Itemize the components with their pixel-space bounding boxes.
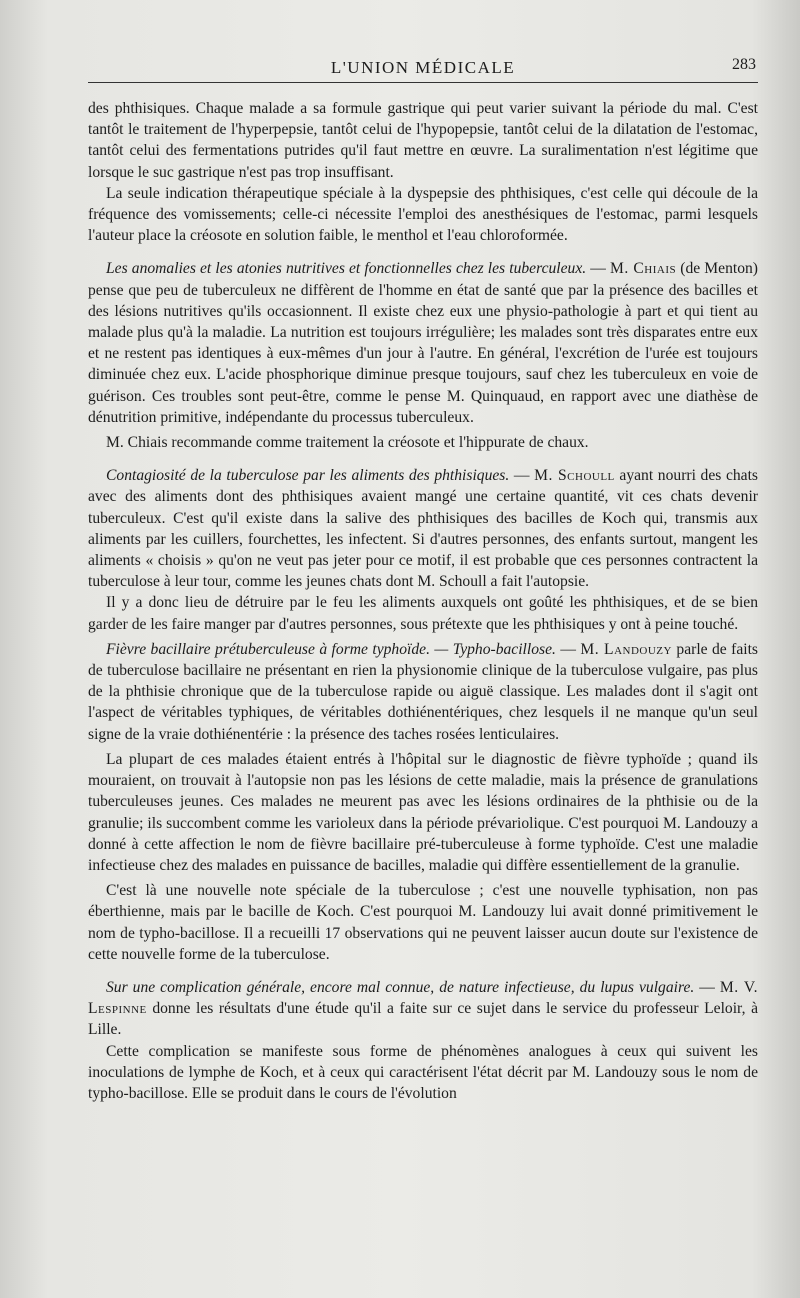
section-author: M. Chiais — [610, 260, 677, 278]
section-text: (de Menton) pense que peu de tuberculeux ne diffèrent de l'homme en état de santé que par la présence des bacilles et des lésions nutritives qu'ils occasionnent. Il existe chez eux une physio-pathologie à part et qui tient au malade plus qu'à la maladie. La nutrition est toujours irrégulière; les malades sont très disparates entre eux et ne restent pas identiques à eux-mêmes d'un jour à l'autre. En général, l'excrétion de l'urée est toujours diminuée chez eux. L'acide phosphorique diminue presque toujours, sauf chez les tuberculeux en voie de guérison. Ces troubles sont peut-être, comme le pense M. Quinquaud, en rapport avec une diathèse de dénutrition primitive, indépendante du processus tuberculeux. — [88, 260, 758, 426]
section-title: Fièvre bacillaire prétuberculeuse à forme typhoïde. — Typho-bacillose. — [106, 640, 556, 658]
section-text: donne les résultats d'une étude qu'il a faite sur ce sujet dans le service du professeur Leloir, à Lille. — [88, 1000, 758, 1039]
section-text: parle de faits de tuberculose bacillaire ne présentant en rien la physionomie clinique de la tuberculose vulgaire, pas plus de la phthisie chronique que de la tuberculose rapide ou aiguë classique. Les malades dont il s'agit ont l'aspect de véritables typhiques, de véritables dothiénentériques, chez lesquels il ne manque qu'un seul signe de la vraie dothiénentérie : la présence des taches rosées lenticulaires. — [88, 640, 758, 743]
paragraph-lespinne-complication: Cette complication se manifeste sous forme de phénomènes analogues à ceux qui suivent les inoculations de lymphe de Koch, et à ceux qui caractérisent l'état décrit par M. Landouzy sous le nom de typho-bacillose. Elle se produit dans le cours de l'évolution — [88, 1042, 758, 1102]
separator: — — [586, 260, 611, 278]
running-title: L'UNION MÉDICALE — [330, 58, 516, 77]
section-author: M. V. Lespinne — [88, 978, 759, 1018]
paragraph-chiais-treatment: M. Chiais recommande comme traitement la créosote et l'hippurate de chaux. — [106, 434, 589, 452]
section-title: Sur une complication générale, encore mal connue, de nature infectieuse, du lupus vulgaire. — [106, 978, 695, 996]
section-author: M. Landouzy — [580, 640, 672, 658]
article-body — [88, 98, 758, 1104]
header-rule — [88, 82, 758, 83]
section-lespinne — [88, 977, 758, 1041]
paragraph-landouzy-cases: La plupart de ces malades étaient entrés à l'hôpital sur le diagnostic de fièvre typhoïde ; quand ils mouraient, on trouvait à l'autopsie non pas les lésions de cette maladie, mais la présence de granulations tuberculeuses jeunes. Ces malades ne meurent pas avec les lésions ordinaires de la phthisie ou de la granulie; ils succombent comme les varioleux dans la période prévariolique. C'est pourquoi M. Landouzy a donné à cette affection le nom de fièvre bacillaire pré-tuberculeuse à forme typhoïde. C'est une maladie infectieuse chez des malades en puissance de bacilles, maladie qui diffère essentiellement de la granulie. — [88, 750, 758, 874]
section-landouzy — [88, 639, 758, 745]
separator: — — [509, 467, 535, 485]
section-schoull — [88, 465, 758, 592]
separator: — — [555, 640, 581, 658]
paragraph-landouzy-note: C'est là une nouvelle note spéciale de la tuberculose ; c'est une nouvelle typhisation, non pas éberthienne, mais par le bacille de Koch. C'est pourquoi M. Landouzy lui avait donné primitivement le nom de typho-bacillose. Il a recueilli 17 observations qui ne peuvent laisser aucun doute sur l'existence de cette nouvelle forme de la tuberculose. — [88, 882, 758, 963]
section-chiais — [88, 258, 758, 428]
paragraph-1: des phthisiques. Chaque malade a sa formule gastrique qui peut varier suivant la période du mal. C'est tantôt le traitement de l'hyperpepsie, tantôt celui de l'hypopepsie, tantôt celui de la dilatation de l'estomac, tantôt celui des fermentations putrides qu'il faut mettre en œuvre. La suralimentation n'est légitime que lorsque le suc gastrique n'est pas trop insuffisant. — [88, 100, 758, 181]
separator: — — [694, 978, 720, 996]
paragraph-schoull-conclusion: Il y a donc lieu de détruire par le feu les aliments auxquels ont goûté les phthisiques, et de se bien garder de les faire manger par d'autres personnes, sous prétexte que les phthisiques y ont à peine touché. — [88, 594, 758, 633]
section-title: Contagiosité de la tuberculose par les aliments des phthisiques. — [106, 467, 510, 485]
paragraph-2: La seule indication thérapeutique spéciale à la dyspepsie des phthisiques, c'est celle qui découle de la fréquence des vomissements; celle-ci nécessite l'emploi des anesthésiques de l'estomac, parmi lesquels l'auteur place la créosote en solution faible, le menthol et l'eau chloroformée. — [88, 184, 758, 245]
section-title: Les anomalies et les atonies nutritives et fonctionnelles chez les tuberculeux. — [106, 260, 587, 278]
section-author: M. Schoull — [534, 467, 615, 485]
section-text: ayant nourri des chats avec des aliments dont des phthisiques avaient mangé une certaine quantité, vit ces chats devenir tuberculeux. C'est qu'il existe dans la salive des phthisiques des bacilles de Koch qui, transmis aux aliments par les cuillers, fourchettes, les infectent. Si d'autres personnes, des enfants surtout, mangent les aliments « choisis » qu'on ne veut pas jeter pour ce motif, il est probable que ces personnes contractent la tuberculose à leur tour, comme les jeunes chats dont M. Schoull a fait l'autopsie. — [88, 467, 758, 591]
page-number: 283 — [732, 56, 756, 73]
